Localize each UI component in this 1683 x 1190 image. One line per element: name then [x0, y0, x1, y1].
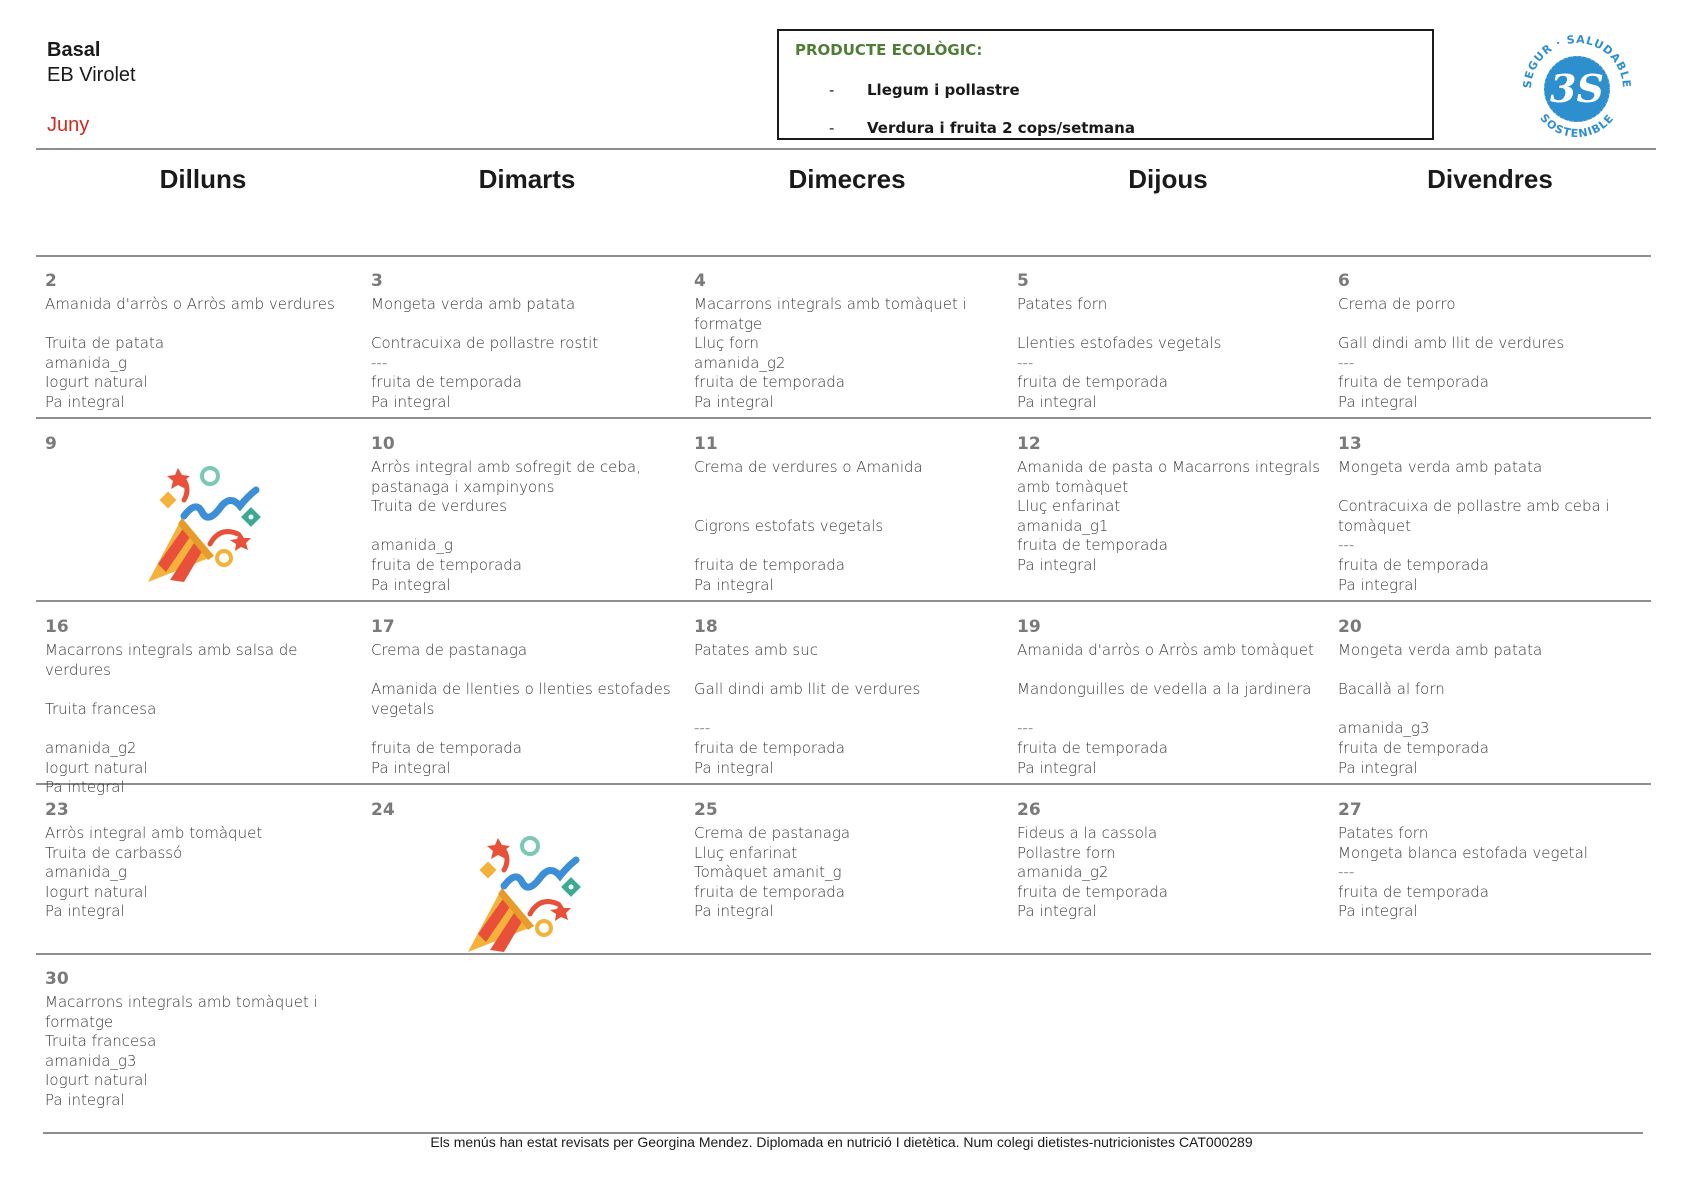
menu-line: ---: [694, 719, 711, 738]
menu-line: Fideus a la cassola: [1017, 824, 1158, 842]
menu-line: Pa integral: [371, 758, 451, 777]
day-cell: [694, 616, 1014, 778]
menu-line: Amanida de llenties o llenties estofades vegetals: [371, 680, 671, 718]
day-number: 24: [371, 800, 395, 820]
menu-line: Crema de pastanaga: [371, 641, 528, 659]
menu-line: [1338, 661, 1656, 681]
menu-line: Iogurt natural: [45, 758, 148, 777]
menu-line: [1017, 315, 1335, 335]
eco-item-label: Verdura i fruita 2 cops/setmana: [867, 119, 1135, 137]
menu-line: Crema de pastanaga: [694, 824, 851, 842]
day-cell: [1017, 433, 1335, 576]
day-cell: [1338, 270, 1656, 413]
menu-line: [1338, 700, 1656, 720]
menu-line: Bacallà al forn: [1338, 680, 1445, 699]
menu-line: Crema de porro: [1338, 295, 1456, 313]
menu-line: fruita de temporada: [1017, 882, 1168, 901]
menu-line: Pa integral: [1338, 575, 1418, 594]
week-rule: [36, 953, 1651, 955]
day-number: 6: [1338, 271, 1350, 291]
menu-line: Iogurt natural: [45, 882, 148, 901]
menu-line: Mongeta blanca estofada vegetal: [1338, 843, 1588, 862]
menu-line: Pa integral: [45, 902, 125, 921]
menu-line: amanida_g2: [45, 738, 137, 757]
menu-line: Amanida d'arròs o Arròs amb verdures: [45, 295, 335, 313]
menu-line: Pa integral: [371, 392, 451, 411]
eco-title: PRODUCTE ECOLÒGIC:: [795, 41, 983, 59]
menu-line: Pa integral: [1017, 555, 1097, 574]
menu-line: Pa integral: [1017, 392, 1097, 411]
logo-bottom-text: SOSTENIBLE: [1537, 111, 1617, 141]
menu-line: Pa integral: [1338, 758, 1418, 777]
header-rule: [36, 148, 1656, 150]
week-rule: [36, 255, 1651, 257]
menu-line: Mandonguilles de vedella a la jardinera: [1017, 680, 1312, 699]
eco-item-label: Llegum i pollastre: [867, 81, 1020, 99]
menu-line: fruita de temporada: [694, 555, 845, 574]
school-block: [47, 38, 136, 88]
day-number: 20: [1338, 617, 1362, 637]
menu-line: amanida_g3: [45, 1051, 137, 1070]
menu-line: amanida_g: [45, 353, 127, 372]
menu-line: Truita de verdures: [371, 497, 508, 516]
day-number: 2: [45, 271, 57, 291]
day-cell: [371, 616, 689, 778]
menu-line: Pollastre forn: [1017, 843, 1116, 862]
menu-line: Pa integral: [45, 392, 125, 411]
month-title: Juny: [47, 114, 90, 136]
menu-line: amanida_g2: [694, 353, 786, 372]
menu-line: Pa integral: [45, 1090, 125, 1109]
menu-line: [371, 517, 689, 537]
day-header-dijous: Dijous: [1128, 164, 1208, 194]
day-number: 12: [1017, 434, 1041, 454]
menu-line: Contracuixa de pollastre amb ceba i tomàquet: [1338, 497, 1610, 535]
menu-line: Iogurt natural: [45, 373, 148, 392]
menu-line: Iogurt natural: [45, 1071, 148, 1090]
day-number: 4: [694, 271, 706, 291]
day-number: 26: [1017, 800, 1041, 820]
menu-line: [45, 315, 365, 335]
day-cell: [45, 270, 365, 413]
menu-line: Pa integral: [694, 902, 774, 921]
day-cell: [1017, 270, 1335, 413]
logo-mark: 3S: [1550, 66, 1604, 111]
day-cell: [45, 616, 365, 798]
menu-line: fruita de temporada: [694, 373, 845, 392]
eco-item: - Llegum i pollastre: [829, 81, 1020, 99]
menu-line: ---: [371, 353, 388, 372]
school-name: EB Virolet: [47, 64, 136, 86]
menu-line: ---: [1017, 719, 1034, 738]
party-popper-icon: [460, 830, 590, 960]
menu-line: [694, 661, 1014, 681]
eco-product-box: [777, 29, 1434, 140]
day-number: 27: [1338, 800, 1362, 820]
menu-line: fruita de temporada: [1338, 882, 1489, 901]
menu-line: Lluç enfarinat: [694, 843, 798, 862]
day-cell: [694, 433, 1014, 595]
menu-line: [694, 478, 1014, 498]
week-rule: [36, 600, 1651, 602]
day-number: 10: [371, 434, 395, 454]
menu-line: fruita de temporada: [371, 373, 522, 392]
menu-line: [694, 497, 1014, 517]
menu-line: Pa integral: [694, 758, 774, 777]
menu-line: Truita francesa: [45, 1032, 157, 1051]
day-cell: [1017, 799, 1335, 922]
menu-line: Lluç enfarinat: [1017, 497, 1121, 516]
menu-line: [694, 536, 1014, 556]
menu-line: Arròs integral amb tomàquet: [45, 824, 263, 842]
school-type: Basal: [47, 39, 101, 61]
menu-line: amanida_g: [371, 536, 453, 555]
day-number: 30: [45, 969, 69, 989]
menu-line: Pa integral: [694, 575, 774, 594]
menu-line: ---: [1017, 353, 1034, 372]
menu-line: Pa integral: [1017, 902, 1097, 921]
day-number: 17: [371, 617, 395, 637]
menu-line: Amanida de pasta o Macarrons integrals amb tomàquet: [1017, 458, 1321, 496]
day-header-dilluns: Dilluns: [159, 164, 247, 194]
menu-line: amanida_g: [45, 863, 127, 882]
day-header-dimecres: Dimecres: [788, 164, 906, 194]
menu-line: fruita de temporada: [1017, 373, 1168, 392]
menu-line: Patates forn: [1338, 824, 1429, 842]
menu-line: fruita de temporada: [694, 882, 845, 901]
menu-line: amanida_g1: [1017, 516, 1109, 535]
footer-note: Els menús han estat revisats per Georgina Mendez. Diplomada en nutrició I dietètica. Num colegi dietistes-nutricionistes CAT000289: [430, 1134, 1253, 1150]
menu-line: Truita de patata: [45, 334, 165, 353]
menu-line: Llenties estofades vegetals: [1017, 334, 1222, 353]
menu-line: Arròs integral amb sofregit de ceba, pastanaga i xampinyons: [371, 458, 641, 496]
day-number: 3: [371, 271, 383, 291]
menu-line: [1017, 700, 1335, 720]
menu-line: fruita de temporada: [1338, 738, 1489, 757]
day-cell: [694, 270, 1014, 413]
menu-line: Gall dindi amb llit de verdures: [1338, 334, 1565, 353]
menu-line: Pa integral: [371, 575, 451, 594]
menu-line: Macarrons integrals amb tomàquet i formatge: [694, 295, 967, 333]
day-number: 23: [45, 800, 69, 820]
menu-line: Pa integral: [1017, 758, 1097, 777]
menu-line: fruita de temporada: [1017, 536, 1168, 555]
menu-line: fruita de temporada: [371, 555, 522, 574]
segur-saludable-sostenible-logo: [1517, 27, 1637, 147]
day-cell: [1338, 433, 1656, 595]
menu-line: Mongeta verda amb patata: [1338, 458, 1543, 476]
menu-line: Patates amb suc: [694, 641, 818, 659]
menu-line: Contracuixa de pollastre rostit: [371, 334, 599, 353]
party-popper-icon: [140, 460, 270, 590]
menu-line: Macarrons integrals amb salsa de verdures: [45, 641, 298, 679]
day-cell: [694, 799, 1014, 922]
menu-line: [1338, 315, 1656, 335]
menu-line: fruita de temporada: [1338, 555, 1489, 574]
day-number: 11: [694, 434, 718, 454]
day-cell: [1338, 799, 1656, 922]
menu-line: Truita de carbassó: [45, 843, 183, 862]
menu-line: [371, 661, 689, 681]
menu-line: amanida_g2: [1017, 863, 1109, 882]
menu-line: Pa integral: [1338, 392, 1418, 411]
logo-top-text: SEGUR · SALUDABLE: [1520, 32, 1634, 89]
day-header-dimarts: Dimarts: [478, 164, 576, 194]
menu-line: Crema de verdures o Amanida: [694, 458, 923, 476]
day-number: 25: [694, 800, 718, 820]
menu-line: fruita de temporada: [371, 738, 522, 757]
day-number: 13: [1338, 434, 1362, 454]
menu-line: ---: [1338, 353, 1355, 372]
menu-line: ---: [1338, 863, 1355, 882]
day-cell: [45, 433, 365, 458]
menu-line: Pa integral: [45, 778, 125, 797]
menu-line: Lluç forn: [694, 334, 759, 353]
day-cell: [371, 270, 689, 413]
menu-line: Patates forn: [1017, 295, 1108, 313]
menu-line: amanida_g3: [1338, 719, 1430, 738]
day-cell: [1338, 616, 1656, 778]
menu-line: [371, 315, 689, 335]
day-cell: [45, 968, 365, 1111]
menu-line: Truita francesa: [45, 699, 157, 718]
menu-line: [45, 680, 365, 700]
menu-line: Macarrons integrals amb tomàquet i formatge: [45, 993, 318, 1031]
day-number: 16: [45, 617, 69, 637]
menu-line: [1017, 661, 1335, 681]
day-cell: [1017, 616, 1335, 778]
menu-line: fruita de temporada: [694, 738, 845, 757]
menu-line: Mongeta verda amb patata: [371, 295, 576, 313]
menu-line: [371, 719, 689, 739]
menu-line: [45, 719, 365, 739]
menu-line: Gall dindi amb llit de verdures: [694, 680, 921, 699]
day-number: 18: [694, 617, 718, 637]
day-cell: [371, 433, 689, 595]
menu-line: fruita de temporada: [1017, 738, 1168, 757]
day-number: 5: [1017, 271, 1029, 291]
menu-line: Cigrons estofats vegetals: [694, 516, 884, 535]
menu-line: Mongeta verda amb patata: [1338, 641, 1543, 659]
menu-line: Tomàquet amanit_g: [694, 863, 842, 882]
day-number: 9: [45, 434, 57, 454]
menu-line: Pa integral: [694, 392, 774, 411]
eco-item: - Verdura i fruita 2 cops/setmana: [829, 119, 1135, 137]
day-header-divendres: Divendres: [1427, 164, 1553, 194]
day-cell: [371, 799, 689, 824]
day-cell: [45, 799, 365, 922]
week-rule: [36, 417, 1651, 419]
menu-line: [694, 700, 1014, 720]
menu-line: Pa integral: [1338, 902, 1418, 921]
menu-line: ---: [1338, 536, 1355, 555]
menu-line: [1338, 478, 1656, 498]
menu-line: Amanida d'arròs o Arròs amb tomàquet: [1017, 641, 1314, 659]
menu-line: fruita de temporada: [1338, 373, 1489, 392]
day-number: 19: [1017, 617, 1041, 637]
